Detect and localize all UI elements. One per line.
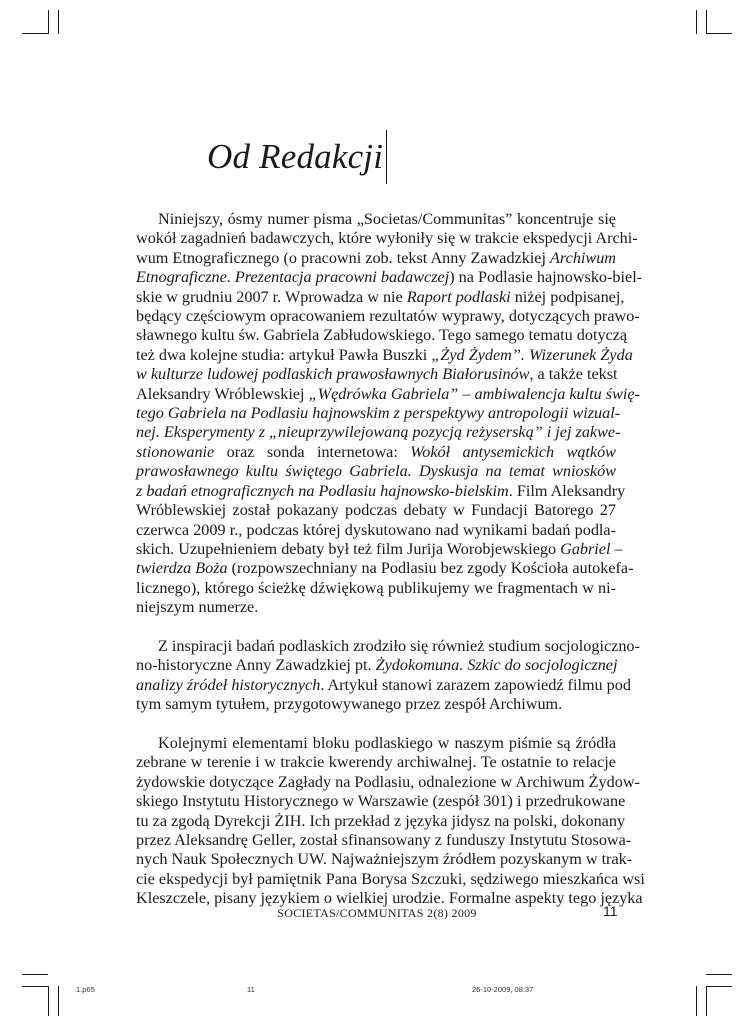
- crop-mark-top-left-v2: [58, 10, 59, 34]
- text-run: Kleszczele, pisany językiem o wielkiej urodzie. Formalne aspekty tego języka: [136, 889, 643, 908]
- article-body: [136, 210, 645, 909]
- text-run: licznego), którego ścieżkę dźwiękową publikujemy we fragmentach w ni-: [136, 578, 616, 597]
- slug-filename: 1.p65: [76, 985, 95, 994]
- text-run: tym samym tytułem, przygotowywanego przez zespół Archiwum.: [136, 695, 563, 714]
- crop-mark-top-left-v: [48, 10, 49, 34]
- text-run: Niniejszy, ósmy numer pisma „Societas/Communitas” koncentruje się: [158, 210, 616, 228]
- text-run: zebrane w terenie i w trakcie kwerendy archiwalnej. Te ostatnie to relacje: [136, 753, 616, 772]
- text-run: skiego Instytutu Historycznego w Warszawie (zespół 301) i przedrukowane: [136, 792, 626, 811]
- italic-title-run: Raport podlaski: [406, 287, 511, 306]
- text-line: [136, 656, 616, 675]
- text-line: [136, 772, 640, 792]
- text-line: [136, 345, 633, 365]
- text-run: wokół zagadnień badawczych, które wyłoniły się w trakcie ekspedycji Archi-: [136, 229, 638, 248]
- text-run: skich. Uzupełnieniem debaty był też film Jurija Worobjewskiego: [136, 539, 561, 558]
- italic-title-run: „Żyd Żydem”. Wizerunek Żyda: [431, 345, 633, 364]
- text-line: [136, 636, 640, 656]
- text-run: ) na Podlasie hajnowsko-biel-: [449, 268, 643, 287]
- text-run: przez Aleksandrę Geller, został sfinansowany z funduszy Instytutu Stosowa-: [136, 830, 632, 849]
- italic-title-run: analizy źródeł historycznych: [136, 675, 321, 694]
- text-line: [136, 501, 616, 520]
- italic-title-run: Archiwum: [550, 248, 616, 267]
- text-run: Aleksandry Wróblewskiej: [136, 384, 309, 403]
- text-run: Z inspiracji badań podlaskich zrodziło się również studium socjologiczno-: [158, 636, 640, 655]
- crop-mark-bottom-right-h: [706, 974, 732, 975]
- crop-mark-bottom-right-h2: [706, 986, 732, 987]
- crop-mark-top-left-h: [22, 33, 48, 34]
- text-run: tu za zgodą Dyrekcji ŻIH. Ich przekład z języka jidysz na polski, dokonany: [136, 811, 626, 830]
- text-line: [136, 811, 626, 831]
- text-run: też dwa kolejne studia: artykuł Pawła Buszki: [136, 345, 432, 364]
- italic-title-run: tego Gabriela na Podlasiu hajnowskim z perspektywy antropologii wizual-: [136, 404, 621, 423]
- slug-page: 11: [247, 985, 255, 994]
- italic-title-run: stionowanie: [136, 442, 215, 461]
- italic-title-run: nej. Eksperymenty z „nieuprzywilejowaną pozycją reżyserską” i jej zakwe-: [136, 423, 621, 442]
- crop-mark-top-right-h: [706, 33, 732, 34]
- crop-mark-top-right-v: [706, 10, 707, 34]
- text-line: [136, 695, 616, 714]
- text-run: wum Etnograficznego (o pracowni zob. tekst Anny Zawadzkiej: [136, 248, 551, 267]
- crop-mark-top-right-v2: [696, 10, 697, 34]
- text-line: [136, 229, 638, 248]
- text-line: [136, 210, 616, 229]
- text-line: [136, 481, 626, 501]
- text-line: [136, 443, 616, 462]
- text-line: [136, 559, 634, 578]
- text-run: (rozpowszechniany na Podlasiu bez zgody Kościoła autokefa-: [227, 559, 634, 578]
- text-line: [136, 404, 621, 423]
- italic-title-run: Gabriel –: [560, 539, 623, 558]
- text-line: [136, 850, 633, 869]
- text-run: będący częściowym opracowaniem rezultatów wyprawy, dotyczących prawo-: [136, 307, 640, 326]
- text-run: cie ekspedycji był pamiętnik Pana Borysa Szczuki, sędziwego mieszkańca wsi: [136, 869, 645, 888]
- text-run: niżej podpisanej,: [510, 287, 625, 306]
- text-line: [136, 675, 631, 695]
- crop-mark-bottom-left-v: [48, 986, 49, 1016]
- text-line: [136, 365, 616, 384]
- page-title: Od Redakcji: [207, 137, 384, 176]
- text-line: [136, 521, 616, 540]
- title-vertical-rule: [386, 130, 387, 184]
- text-line: [136, 598, 616, 617]
- italic-title-run: prawosławnego kultu świętego Gabriela. Dyskusja na temat wniosków: [136, 462, 616, 481]
- crop-mark-bottom-right-v: [706, 986, 707, 1016]
- text-line: [136, 830, 632, 850]
- text-run: czerwca 2009 r., podczas której dyskutowano nad wynikami badań podla-: [136, 520, 616, 539]
- italic-title-run: w kulturze ludowej podlaskich prawosławnych Białorusinów: [136, 365, 530, 384]
- crop-mark-bottom-left-h: [22, 974, 48, 975]
- page-number: 11: [603, 903, 618, 919]
- text-run: żydowskie dotyczące Zagłady na Podlasiu, odnalezione w Archiwum Żydow-: [136, 772, 640, 791]
- text-line: [136, 307, 640, 326]
- crop-mark-bottom-left-v2: [58, 986, 59, 1016]
- text-line: [136, 734, 616, 753]
- text-run: nych Nauk Społecznych UW. Najważniejszym źródłem pozyskanym w trak-: [136, 850, 633, 869]
- text-line: [136, 462, 616, 481]
- paragraph: [136, 210, 643, 618]
- italic-title-run: Etnograficzne. Prezentacja pracowni badawczej: [136, 268, 450, 287]
- italic-title-run: Żydokomuna. Szkic do socjologicznej: [375, 656, 618, 675]
- text-run: sławnego kultu św. Gabriela Zabłudowskiego. Tego samego tematu dotyczą: [136, 326, 628, 345]
- text-run: , a także tekst: [529, 365, 618, 384]
- text-run: Kolejnymi elementami bloku podlaskiego w naszym piśmie są źródła: [158, 733, 616, 752]
- text-line: [136, 869, 645, 889]
- paragraph: [136, 733, 645, 909]
- text-line: [136, 268, 643, 287]
- paragraph: [136, 636, 640, 715]
- text-line: [136, 287, 625, 307]
- text-run: . Film Aleksandry: [508, 481, 626, 500]
- crop-mark-bottom-left-h2: [22, 986, 48, 987]
- text-line: [136, 753, 616, 772]
- crop-mark-bottom-right-v2: [696, 986, 697, 1016]
- title-block: [207, 134, 383, 180]
- text-run: . Artykuł stanowi zarazem zapowiedź filmu pod: [320, 675, 631, 694]
- text-run: oraz sonda internetowa:: [214, 442, 411, 461]
- text-line: [136, 384, 640, 404]
- text-run: Wróblewskiej został pokazany podczas debaty w Fundacji Batorego 27: [136, 501, 616, 520]
- text-run: no-historyczne Anny Zawadzkiej pt.: [136, 656, 376, 675]
- text-line: [136, 423, 621, 442]
- text-run: skie w grudniu 2007 r. Wprowadza w nie: [136, 287, 407, 306]
- text-line: [136, 539, 623, 559]
- text-line: [136, 792, 626, 811]
- slug-timestamp: 26-10-2009, 08:37: [472, 985, 534, 994]
- text-line: [136, 579, 616, 598]
- italic-title-run: „Wędrówka Gabriela” – ambiwalencja kultu świę-: [308, 384, 640, 403]
- italic-title-run: twierdza Boża: [136, 559, 228, 578]
- text-run: niejszym numerze.: [136, 598, 259, 617]
- text-line: [136, 326, 628, 345]
- running-footer: SOCIETAS/COMMUNITAS 2(8) 2009: [277, 906, 477, 920]
- text-line: [136, 249, 616, 268]
- italic-title-run: Wokół antysemickich wątków: [410, 442, 616, 461]
- italic-title-run: z badań etnograficznych na Podlasiu hajnowsko-bielskim: [136, 481, 509, 500]
